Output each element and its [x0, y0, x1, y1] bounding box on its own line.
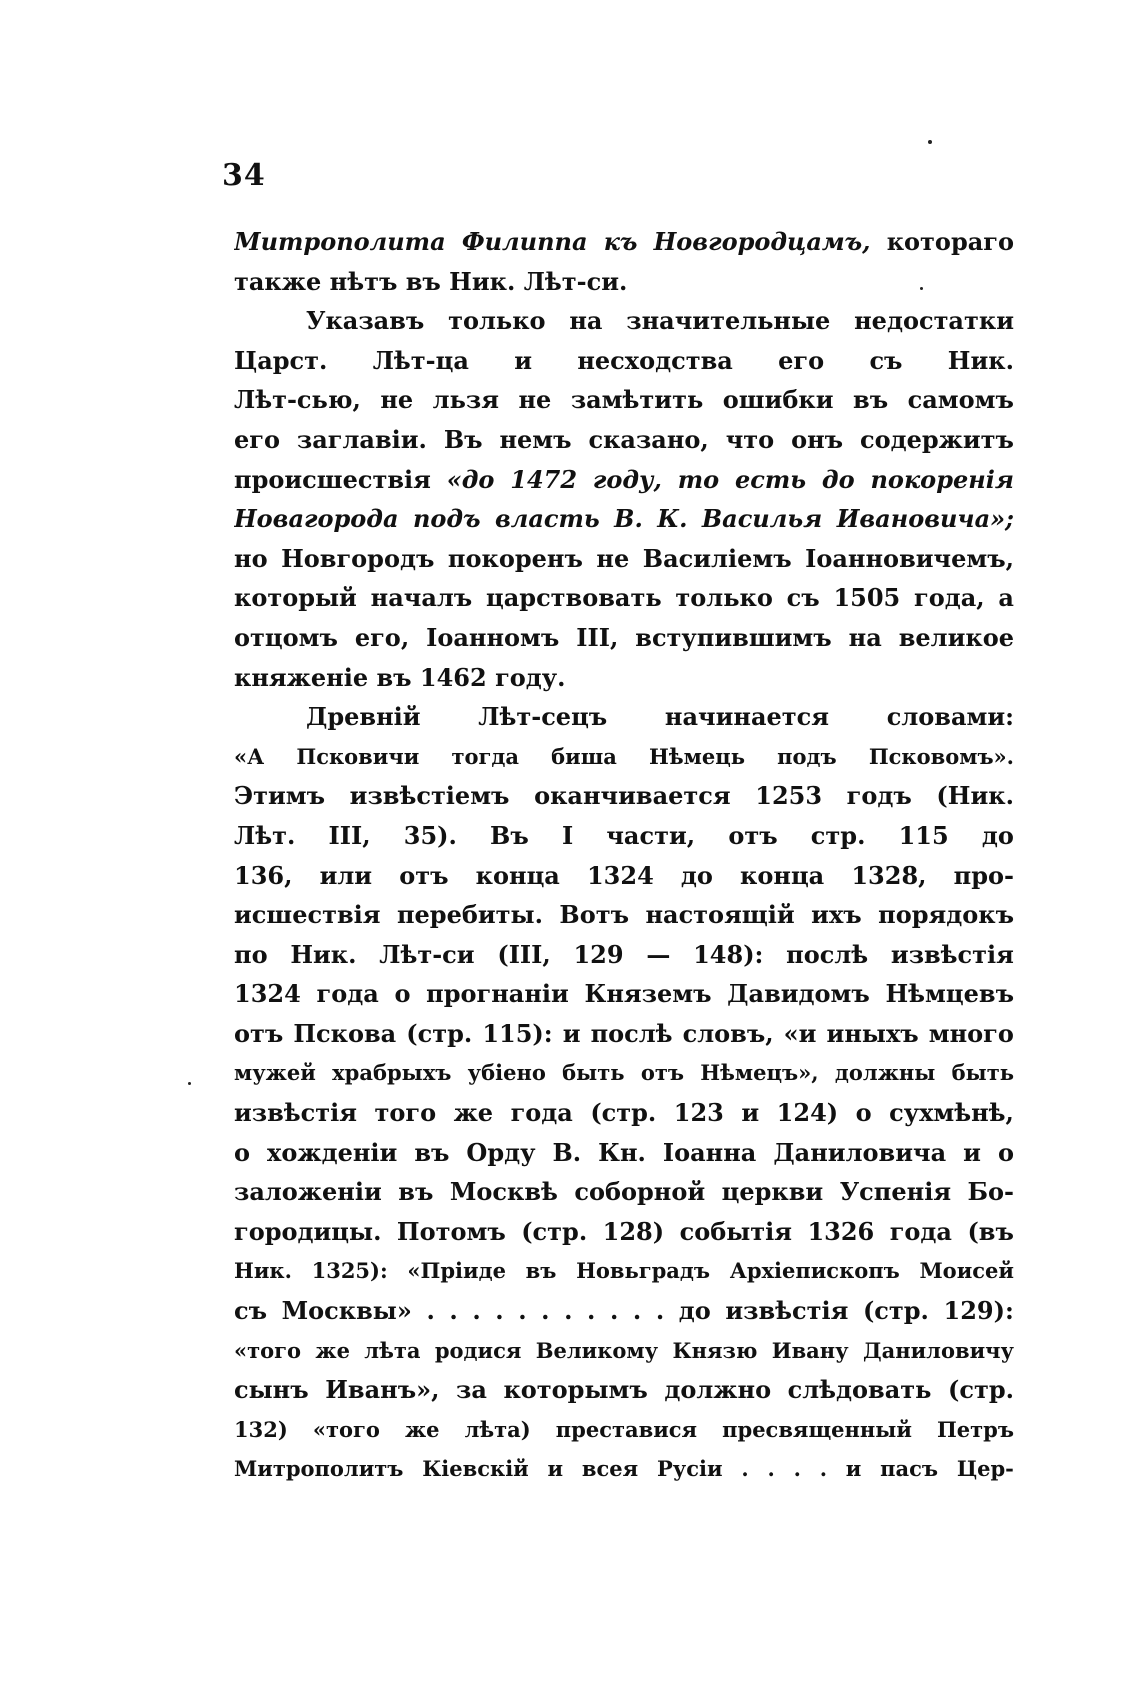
- word: году,: [592, 464, 662, 494]
- text-line: [234, 1291, 1014, 1331]
- word: .: [609, 1296, 619, 1326]
- word: отъ: [399, 860, 449, 890]
- word: въ: [376, 662, 412, 692]
- word: а: [998, 583, 1014, 613]
- word: .: [632, 1296, 642, 1326]
- word: .: [767, 1456, 775, 1482]
- word: 1326: [807, 1216, 875, 1246]
- word: Василіемъ: [642, 543, 792, 573]
- word: о: [234, 1137, 251, 1167]
- word: 115: [898, 820, 949, 850]
- word: котораго: [886, 227, 1014, 256]
- word: который: [234, 583, 357, 613]
- word: слѣдовать: [787, 1375, 932, 1405]
- word: родися: [434, 1337, 522, 1363]
- word: отцомъ: [234, 622, 338, 652]
- page-number: 34: [222, 158, 266, 193]
- word: о: [855, 1098, 872, 1128]
- word: Лѣт-сецъ: [478, 702, 608, 732]
- print-speck: [188, 1082, 191, 1085]
- word: убіено: [467, 1060, 546, 1086]
- text-line: [234, 658, 1014, 698]
- text-line: [234, 301, 1014, 341]
- text-line: [234, 1053, 1014, 1093]
- word: но: [234, 543, 268, 573]
- word: Ивановича»;: [836, 504, 1014, 534]
- word: замѣтить: [570, 385, 704, 415]
- word: 1328,: [851, 860, 927, 890]
- word: что: [725, 424, 775, 454]
- word: покоренія: [870, 464, 1014, 494]
- word: храбрыхъ: [332, 1060, 452, 1086]
- word: (стр.: [406, 1018, 473, 1048]
- word: извѣстія: [890, 939, 1014, 969]
- text-line: [234, 341, 1014, 381]
- word: съ: [786, 583, 820, 613]
- word: есть: [734, 464, 807, 494]
- word: извѣстія: [725, 1296, 849, 1326]
- word: конца: [475, 860, 560, 890]
- text-line: [234, 974, 1014, 1014]
- word: Лѣт-ца: [372, 345, 469, 375]
- word: подъ: [412, 504, 481, 534]
- word: Петръ: [936, 1416, 1014, 1442]
- word: великое: [898, 622, 1014, 652]
- word: «того: [234, 1337, 302, 1363]
- text-line: [234, 1014, 1014, 1054]
- word: Кіевскій: [422, 1456, 529, 1482]
- word: того: [374, 1098, 437, 1128]
- text-line: [234, 1251, 1014, 1291]
- word: быть: [951, 1060, 1014, 1086]
- word: Ник.: [290, 939, 357, 969]
- word: его: [778, 345, 825, 375]
- word: власть: [495, 504, 600, 534]
- word: .: [472, 1296, 481, 1326]
- word: или: [319, 860, 373, 890]
- word: заглавіи.: [296, 424, 427, 454]
- word: Москвы»: [281, 1296, 412, 1326]
- word: конца: [740, 860, 825, 890]
- word: года: [316, 979, 379, 1009]
- word: пресвященный: [722, 1416, 912, 1442]
- word: же: [453, 1098, 494, 1128]
- word: въ: [405, 266, 441, 296]
- text-line: [234, 578, 1014, 618]
- word: 1324: [234, 979, 301, 1009]
- word: въ: [853, 385, 889, 415]
- word: Бо-: [967, 1177, 1014, 1207]
- word: то: [677, 464, 720, 494]
- word: 1325):: [311, 1258, 388, 1284]
- word: Іоанновичемъ,: [805, 543, 1014, 573]
- word: много: [928, 1018, 1014, 1048]
- word: Ник.: [947, 345, 1014, 375]
- word: извѣстія: [234, 1098, 357, 1128]
- word: «до: [446, 464, 495, 494]
- word: (Ник.: [936, 781, 1014, 811]
- word: въ: [525, 1258, 557, 1284]
- word: съ: [869, 345, 903, 375]
- word: Псковомъ».: [868, 743, 1014, 769]
- word: за: [456, 1375, 487, 1405]
- word: (стр.: [590, 1098, 657, 1128]
- text-line: [234, 935, 1014, 975]
- word: не: [518, 385, 552, 415]
- word: настоящій: [645, 900, 795, 930]
- text-line: [234, 222, 1014, 262]
- word: преставися: [555, 1416, 698, 1442]
- word: части,: [606, 820, 696, 850]
- word: и: [963, 1137, 981, 1167]
- word: 1253: [755, 781, 823, 811]
- word: не: [596, 543, 630, 573]
- word: 136,: [234, 860, 293, 890]
- word: немъ: [499, 424, 572, 454]
- word: Царст.: [234, 345, 328, 375]
- word: въ: [414, 1137, 450, 1167]
- word: году.: [495, 662, 566, 692]
- text-line: [234, 380, 1014, 420]
- word: .: [741, 1456, 749, 1482]
- word: биша: [551, 743, 617, 769]
- word: Моисей: [919, 1258, 1014, 1284]
- word: Ивану: [771, 1337, 849, 1363]
- word: года: [889, 1216, 952, 1246]
- word: Потомъ: [396, 1216, 506, 1246]
- word: съ: [234, 1296, 268, 1326]
- word: Лѣт-сью,: [234, 385, 361, 415]
- word: Великому: [535, 1337, 659, 1363]
- word: начинается: [664, 702, 830, 732]
- word: III,: [576, 622, 619, 652]
- word: покоренъ: [447, 543, 583, 573]
- word: 132): [234, 1416, 288, 1442]
- word: «Пріиде: [407, 1258, 506, 1284]
- word: и: [547, 1456, 564, 1482]
- word: его,: [354, 622, 410, 652]
- word: только: [448, 306, 546, 336]
- word: Княземъ: [584, 979, 712, 1009]
- word: 1462: [419, 662, 487, 692]
- word: должно: [664, 1375, 772, 1405]
- word: подъ: [777, 743, 837, 769]
- word: началъ: [370, 583, 473, 613]
- word: .: [564, 1296, 573, 1326]
- word: до: [821, 464, 855, 494]
- word: лѣта): [464, 1416, 531, 1442]
- word: Князю: [672, 1337, 758, 1363]
- word: церкви: [721, 1177, 824, 1207]
- text-line: [234, 1410, 1014, 1450]
- word: Пскова: [293, 1018, 397, 1048]
- word: .: [541, 1296, 550, 1326]
- word: иныхъ: [826, 1018, 919, 1048]
- word: .: [587, 1296, 596, 1326]
- word: быть: [562, 1060, 625, 1086]
- word: К.: [657, 504, 688, 534]
- word: .: [518, 1296, 527, 1326]
- word: Лѣт-си: [379, 939, 475, 969]
- text-line: [234, 1212, 1014, 1252]
- word: (стр.: [862, 1296, 929, 1326]
- word: Иванъ»,: [325, 1375, 440, 1405]
- word: (въ: [967, 1216, 1014, 1246]
- word: Этимъ: [234, 781, 326, 811]
- word: 128): [602, 1216, 665, 1246]
- word: самомъ: [907, 385, 1014, 415]
- word: В.: [552, 1137, 582, 1167]
- text-line: [234, 1449, 1014, 1489]
- word: .: [793, 1456, 801, 1482]
- word: же: [315, 1337, 350, 1363]
- word: по: [234, 939, 268, 969]
- word: Даниловича: [773, 1137, 947, 1167]
- word: тогда: [451, 743, 519, 769]
- word: мужей: [234, 1060, 316, 1086]
- text-line: [234, 539, 1014, 579]
- word: III,: [328, 820, 371, 850]
- word: льзя: [432, 385, 499, 415]
- word: сынъ: [234, 1375, 309, 1405]
- word: только: [675, 583, 773, 613]
- word: годъ: [846, 781, 912, 811]
- word: перебиты.: [396, 900, 543, 930]
- word: заложеніи: [234, 1177, 382, 1207]
- word: недостатки: [854, 306, 1014, 336]
- text-line: [234, 737, 1014, 777]
- text-line: [234, 856, 1014, 896]
- word: на: [848, 622, 882, 652]
- text-line: [234, 420, 1014, 460]
- word: Лѣт.: [234, 820, 296, 850]
- word: Псковичи: [296, 743, 420, 769]
- word: 148):: [693, 939, 764, 969]
- word: Новгородъ: [281, 543, 435, 573]
- word: хожденіи: [267, 1137, 398, 1167]
- word: исшествія: [234, 900, 381, 930]
- word: лѣта: [364, 1337, 421, 1363]
- word: прогнаніи: [426, 979, 569, 1009]
- word: Нѣмцевъ: [885, 979, 1014, 1009]
- word: Нѣмецъ»,: [700, 1060, 819, 1086]
- word: происшествія: [234, 464, 431, 494]
- word: которымъ: [503, 1375, 648, 1405]
- word: сказано,: [588, 424, 709, 454]
- word: Ник.: [234, 1258, 292, 1284]
- word: о: [394, 979, 411, 1009]
- word: Кн.: [598, 1137, 646, 1167]
- text-line: [234, 1172, 1014, 1212]
- word: Успенія: [839, 1177, 952, 1207]
- word: Архіепископъ: [729, 1258, 900, 1284]
- word: отъ: [234, 1018, 284, 1048]
- text-line: [234, 460, 1014, 500]
- word: Въ: [443, 424, 483, 454]
- word: отъ: [728, 820, 778, 850]
- word: также: [234, 266, 322, 296]
- word: Цер-: [956, 1456, 1014, 1482]
- word: «А: [234, 743, 265, 769]
- print-speck: [920, 287, 923, 290]
- word: 35).: [403, 820, 457, 850]
- word: всея: [581, 1456, 639, 1482]
- word: 115):: [482, 1018, 553, 1048]
- word: несходства: [577, 345, 733, 375]
- word: Василья: [701, 504, 823, 534]
- text-line: [234, 1133, 1014, 1173]
- word: пасъ: [880, 1456, 939, 1482]
- word: 129: [573, 939, 624, 969]
- word: извѣстіемъ: [349, 781, 510, 811]
- word: нѣтъ: [329, 266, 398, 296]
- text-line: [234, 499, 1014, 539]
- text-line: [234, 697, 1014, 737]
- text-line: [234, 262, 1014, 302]
- text-line: [234, 1370, 1014, 1410]
- word: словъ,: [682, 1018, 774, 1048]
- word: порядокъ: [878, 900, 1014, 930]
- word: Въ: [490, 820, 529, 850]
- word: Даниловичу: [862, 1337, 1014, 1363]
- word: 1472: [510, 464, 578, 494]
- print-speck: [928, 140, 932, 144]
- word: года: [510, 1098, 573, 1128]
- word: должны: [834, 1060, 936, 1086]
- word: .: [426, 1296, 435, 1326]
- body-text: [234, 222, 1014, 1489]
- text-line: [234, 618, 1014, 658]
- text-line: [234, 776, 1014, 816]
- word: .: [655, 1296, 665, 1326]
- word: Вотъ: [559, 900, 629, 930]
- word: послѣ: [590, 1018, 673, 1048]
- text-line: [234, 816, 1014, 856]
- word: послѣ: [786, 939, 869, 969]
- word: .: [819, 1456, 827, 1482]
- word: онъ: [791, 424, 844, 454]
- word: словами:: [886, 702, 1014, 732]
- word: (стр.: [948, 1375, 1014, 1405]
- word: Давидомъ: [727, 979, 870, 1009]
- word: до: [678, 1296, 711, 1326]
- word: не: [380, 385, 414, 415]
- word: сухмѣнѣ,: [889, 1098, 1014, 1128]
- word: событія: [679, 1216, 792, 1246]
- word: Новгородцамъ,: [653, 227, 871, 256]
- word: значительные: [626, 306, 831, 336]
- word: 1505: [833, 583, 901, 613]
- word: Митрополита: [234, 227, 446, 256]
- word: въ: [398, 1177, 434, 1207]
- word: .: [495, 1296, 504, 1326]
- word: Орду: [466, 1137, 536, 1167]
- word: Лѣт-си.: [523, 266, 628, 296]
- text-line: [234, 895, 1014, 935]
- word: городицы.: [234, 1216, 382, 1246]
- word: (стр.: [521, 1216, 588, 1246]
- word: царствовать: [486, 583, 662, 613]
- word: и: [514, 345, 533, 375]
- word: соборной: [574, 1177, 706, 1207]
- word: на: [569, 306, 603, 336]
- word: Митрополитъ: [234, 1456, 404, 1482]
- word: Ник.: [449, 266, 516, 296]
- word: и: [845, 1456, 862, 1482]
- word: 123: [673, 1098, 724, 1128]
- word: I: [561, 820, 574, 850]
- word: 129):: [943, 1296, 1014, 1326]
- word: Нѣмець: [649, 743, 746, 769]
- word: 1324: [586, 860, 654, 890]
- text-line: [234, 1093, 1014, 1133]
- word: «того: [312, 1416, 380, 1442]
- word: —: [646, 939, 671, 969]
- word: Іоанномъ: [426, 622, 560, 652]
- word: про-: [953, 860, 1014, 890]
- word: до: [680, 860, 713, 890]
- word: къ: [603, 227, 638, 256]
- word: его: [234, 424, 280, 454]
- word: Новагорода: [234, 504, 399, 534]
- word: «и: [783, 1018, 817, 1048]
- word: ошибки: [722, 385, 834, 415]
- word: Іоанна: [662, 1137, 757, 1167]
- word: .: [449, 1296, 458, 1326]
- word: вступившимъ: [635, 622, 832, 652]
- word: Новьградъ: [576, 1258, 711, 1284]
- word: В.: [614, 504, 643, 534]
- word: оканчивается: [534, 781, 731, 811]
- word: ихъ: [811, 900, 862, 930]
- word: о: [997, 1137, 1014, 1167]
- word: и: [741, 1098, 760, 1128]
- word: отъ: [640, 1060, 684, 1086]
- word: Указавъ: [306, 306, 425, 336]
- word: 124): [776, 1098, 839, 1128]
- word: и: [562, 1018, 581, 1048]
- word: Москвѣ: [449, 1177, 558, 1207]
- word: Древній: [306, 702, 421, 732]
- word: (III,: [497, 939, 551, 969]
- word: содержитъ: [859, 424, 1014, 454]
- word: Филиппа: [461, 227, 588, 256]
- text-line: [234, 1331, 1014, 1371]
- word: года,: [914, 583, 985, 613]
- word: до: [981, 820, 1014, 850]
- word: Русіи: [656, 1456, 723, 1482]
- word: стр.: [810, 820, 866, 850]
- word: же: [404, 1416, 440, 1442]
- word: княженіе: [234, 662, 369, 692]
